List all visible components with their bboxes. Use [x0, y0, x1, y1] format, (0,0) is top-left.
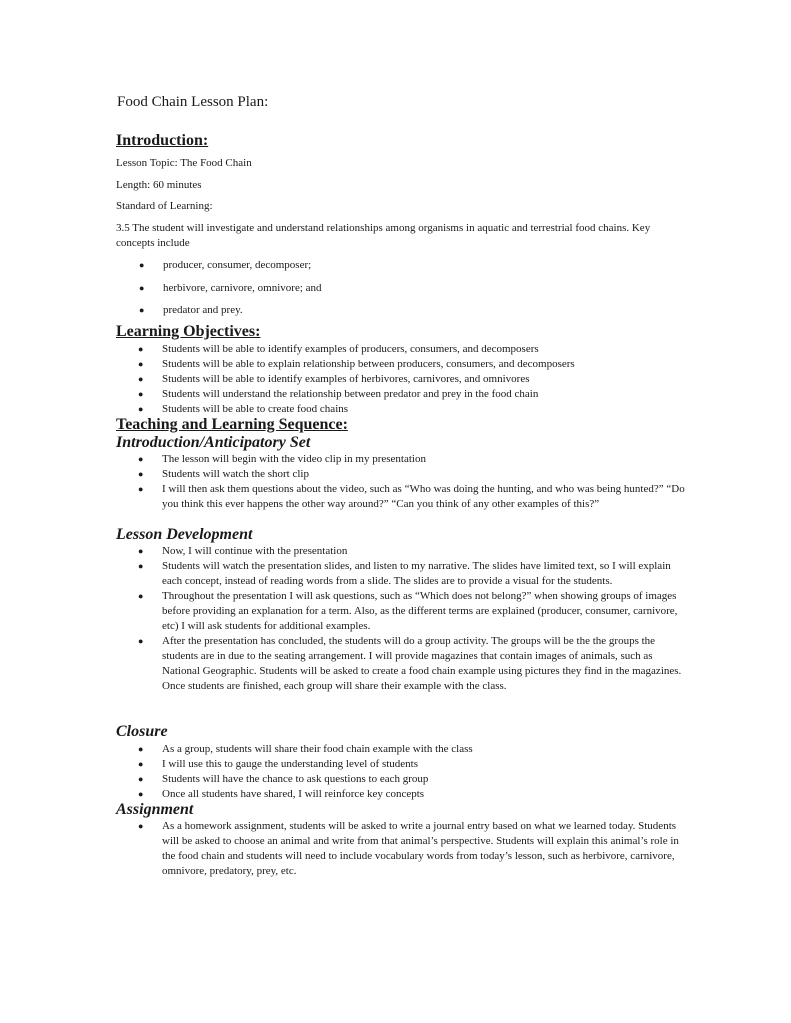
closure-heading: Closure: [116, 723, 168, 740]
list-item: ● Throughout the presentation I will ask questions, such as “Which does not belong?” when showing groups of images before providing an explanation for a term. Also, as the different terms are explained (producer, consumer, carnivore, etc) I will ask students for additional examples.: [162, 589, 687, 634]
list-item: ● Students will be able to identify examples of producers, consumers, and decomposers: [162, 342, 687, 357]
lesson-length: Length: 60 minutes: [116, 179, 202, 191]
list-item: ● Students will have the chance to ask questions to each group: [162, 772, 687, 787]
development-list: [162, 544, 687, 694]
list-item: ● As a group, students will share their food chain example with the class: [162, 742, 687, 757]
objectives-list: [162, 342, 687, 417]
list-item: ● I will use this to gauge the understanding level of students: [162, 757, 687, 772]
objectives-heading: Learning Objectives:: [116, 323, 261, 340]
sequence-heading: Teaching and Learning Sequence:: [116, 416, 348, 433]
introduction-heading: Introduction:: [116, 132, 209, 149]
list-item: ● As a homework assignment, students will be asked to write a journal entry based on what we learned today. Students will be asked to choose an animal and write from that animal’s perspective. Students will explain this animal’s role in the food chain and students will need to include vocabulary words from today’s lesson, such as herbivore, carnivore, omnivore, predatory, prey, etc.: [162, 819, 687, 879]
list-item: ● Students will be able to create food chains: [162, 402, 687, 417]
list-item: ● Students will be able to identify examples of herbivores, carnivores, and omnivores: [162, 372, 687, 387]
list-item: ● Students will watch the presentation slides, and listen to my narrative. The slides have limited text, so I will explain each concept, instead of reading words from a slide. The slides are to provide a visual for the students.: [162, 559, 687, 589]
anticipatory-heading: Introduction/Anticipatory Set: [116, 434, 311, 451]
list-item: ● Students will watch the short clip: [162, 467, 687, 482]
list-item: ● Students will be able to explain relationship between producers, consumers, and decomposers: [162, 357, 687, 372]
list-item: ● Once all students have shared, I will reinforce key concepts: [162, 787, 687, 802]
list-item: ● Now, I will continue with the presentation: [162, 544, 687, 559]
list-item: ● predator and prey.: [163, 304, 243, 316]
lesson-topic: Lesson Topic: The Food Chain: [116, 157, 252, 169]
list-item: ● The lesson will begin with the video clip in my presentation: [162, 452, 687, 467]
list-item: ● herbivore, carnivore, omnivore; and: [163, 282, 322, 294]
page-title: Food Chain Lesson Plan:: [117, 94, 269, 110]
development-heading: Lesson Development: [116, 526, 253, 543]
list-item: ● Students will understand the relationship between predator and prey in the food chain: [162, 387, 687, 402]
list-item: ● producer, consumer, decomposer;: [163, 259, 311, 271]
list-item: ● I will then ask them questions about the video, such as “Who was doing the hunting, and who was being hunted?” “Do you think this ever happens the other way around?” “Can you think of any other examples of this?”: [162, 482, 687, 512]
list-item: ● After the presentation has concluded, the students will do a group activity. The groups will be the the groups the students are in due to the seating arrangement. I will provide magazines that contain images of animals, such as National Geographic. Students will be asked to create a food chain example using pictures they find in the magazines. Once students are finished, each group will share their example with the class.: [162, 634, 687, 694]
closure-list: [162, 742, 687, 802]
anticipatory-list: [162, 452, 687, 512]
assignment-list: [162, 819, 687, 879]
assignment-heading: Assignment: [116, 801, 194, 818]
standard-label: Standard of Learning:: [116, 200, 213, 212]
standard-text: 3.5 The student will investigate and understand relationships among organisms in aquatic and terrestrial food chains. Key concepts include: [116, 222, 651, 249]
